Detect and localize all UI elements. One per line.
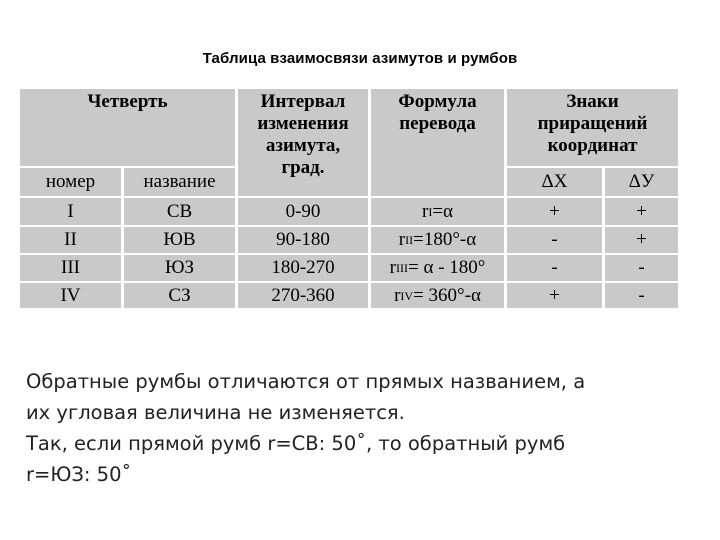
table-row-4-number: IV: [60, 284, 81, 306]
text-line: Обратные румбы отличаются от прямых названием, а: [26, 370, 586, 393]
header-interval: Интервал изменения азимута, град.: [257, 91, 349, 178]
table-row-2-name: ЮВ: [163, 229, 196, 250]
text-line: их угловая величина не изменяется.: [26, 401, 405, 424]
table-row-3-dy: -: [638, 257, 645, 278]
text-line: r=ЮЗ: 50˚: [26, 463, 132, 486]
subheader-dx: ΔX: [541, 171, 568, 192]
subheader-dy: ΔУ: [628, 171, 655, 192]
header-formula: Формула перевода: [398, 91, 477, 134]
table-row-4-interval: 270-360: [271, 284, 335, 306]
table-row-3-formula: r III = α - 180°: [389, 257, 486, 278]
table-row-1-dx: +: [549, 200, 560, 222]
table-row-1-number: I: [67, 200, 74, 222]
table-row-2-interval: 90-180: [276, 229, 330, 250]
table-row-3-interval: 180-270: [271, 257, 335, 278]
header-signs: Знаки приращений координат: [537, 91, 648, 156]
table-row-2-formula: r II =180°-α: [398, 229, 477, 250]
table-row-1-interval: 0-90: [285, 200, 321, 222]
table-row-1-dy: +: [636, 200, 647, 222]
page-title: Таблица взаимосвязи азимутов и румбов: [202, 50, 518, 67]
subheader-number: номер: [45, 171, 96, 192]
azimuth-rhumb-table: [20, 89, 678, 308]
table-row-4-dx: +: [549, 284, 560, 306]
table-row-3-dx: -: [551, 257, 558, 278]
table-row-2-number: II: [64, 229, 77, 250]
table-row-4-formula: r IV = 360°-α: [394, 284, 481, 306]
header-quarter: Четверть: [87, 91, 168, 112]
table-row-1-name: СВ: [166, 200, 193, 222]
table-row-2-dy: +: [636, 229, 647, 250]
table-row-2-dx: -: [551, 229, 558, 250]
table-row-1-formula: r I =α: [422, 200, 453, 222]
table-row-3-name: ЮЗ: [164, 257, 195, 278]
table-row-4-name: СЗ: [168, 284, 191, 306]
text-line: Так, если прямой румб r=СВ: 50˚, то обратный румб: [26, 432, 566, 455]
table-row-4-dy: -: [638, 284, 645, 306]
table-row-3-number: III: [61, 257, 80, 278]
explanation-text: [26, 366, 706, 490]
subheader-name: название: [143, 171, 216, 192]
